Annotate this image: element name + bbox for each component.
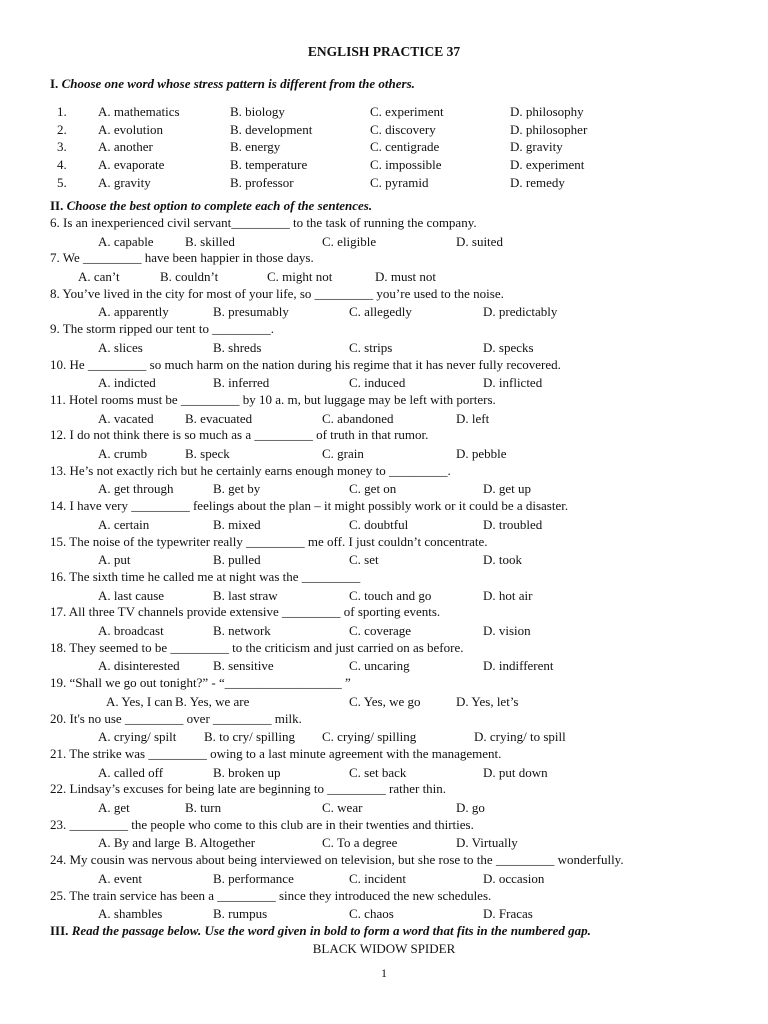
option-c: C. crying/ spilling (322, 729, 417, 745)
option-d: D. remedy (510, 174, 565, 190)
option-c: C. might not (267, 269, 333, 284)
question-stem: 9. The storm ripped our tent to _________. (50, 321, 274, 337)
option-b: B. temperature (230, 157, 308, 173)
option-d: D. hot air (483, 587, 533, 603)
section-1-heading (50, 76, 415, 92)
question-options (0, 764, 768, 781)
section-2-instruction: Choose the best option to complete each of the sentences. (66, 198, 373, 213)
option-b: B. shreds (213, 339, 262, 355)
option-b: B. rumpus (213, 906, 268, 922)
option-c: C. uncaring (349, 658, 410, 674)
option-d: D. gravity (510, 139, 563, 155)
option-a: A. get (98, 800, 130, 815)
page-number: 1 (381, 966, 387, 980)
question-stem: 16. The sixth time he called me at night was the _________ (50, 569, 361, 584)
option-c: C. centigrade (370, 139, 440, 155)
stress-item (0, 121, 768, 138)
option-a: A. disinterested (98, 658, 180, 674)
section-1-number: I. (50, 76, 59, 91)
option-b: B. mixed (213, 516, 261, 532)
option-b: B. Yes, we are (175, 693, 250, 709)
option-a: A. certain (98, 516, 150, 532)
option-b: B. sensitive (213, 658, 274, 674)
question-options (0, 728, 768, 745)
option-a: A. gravity (98, 174, 151, 190)
option-a: A. evolution (98, 121, 163, 137)
option-d: D. philosophy (510, 104, 584, 119)
option-d: D. philosopher (510, 121, 588, 137)
option-d: D. experiment (510, 157, 585, 173)
question-options (0, 410, 768, 427)
question-options (0, 516, 768, 533)
option-b: B. development (230, 121, 313, 137)
option-c: C. set back (349, 764, 407, 780)
option-a: A. crumb (98, 446, 148, 461)
page-title: ENGLISH PRACTICE 37 (307, 44, 461, 59)
question-options (0, 268, 768, 285)
section-2-heading (50, 198, 372, 214)
option-b: B. presumably (213, 304, 289, 320)
question-stem: 6. Is an inexperienced civil servant_________ to the task of running the company. (50, 215, 477, 230)
question-options (0, 374, 768, 391)
option-c: C. doubtful (349, 516, 409, 532)
option-b: B. last straw (213, 587, 278, 603)
stress-item (0, 156, 768, 173)
question-stem: 25. The train service has been a _________ since they introduced the new schedules. (50, 887, 492, 903)
option-a: A. vacated (98, 410, 154, 426)
option-b: B. skilled (185, 233, 235, 249)
option-c: C. wear (322, 800, 363, 815)
item-number: 3. (57, 139, 67, 155)
option-d: D. Virtually (456, 835, 518, 851)
option-d: D. suited (456, 233, 503, 249)
section-1-instruction: Choose one word whose stress pattern is different from the others. (61, 76, 415, 91)
question-options (0, 870, 768, 887)
section-2-number: II. (50, 198, 64, 213)
option-c: C. strips (349, 339, 393, 355)
option-a: A. get through (98, 481, 174, 497)
option-d: D. indifferent (483, 658, 554, 674)
option-a: A. called off (98, 764, 164, 780)
option-b: B. performance (213, 870, 294, 886)
option-b: B. evacuated (185, 410, 253, 426)
question-options (0, 339, 768, 356)
question-stem: 15. The noise of the typewriter really _________ me off. I just couldn’t concentrate. (50, 533, 488, 549)
item-number: 1. (57, 104, 67, 119)
question-options (0, 834, 768, 851)
option-d: D. put down (483, 764, 548, 780)
option-b: B. turn (185, 800, 222, 815)
option-b: B. get by (213, 481, 261, 497)
question-stem: 21. The strike was _________ owing to a last minute agreement with the management. (50, 746, 502, 761)
option-d: D. get up (483, 481, 532, 497)
option-d: D. inflicted (483, 375, 543, 391)
stress-item (0, 103, 768, 120)
question-options (0, 657, 768, 674)
option-b: B. speck (185, 446, 230, 461)
question-options (0, 622, 768, 639)
option-c: C. allegedly (349, 304, 412, 320)
question-stem: 7. We _________ have been happier in those days. (50, 250, 314, 266)
option-d: D. pebble (456, 446, 507, 461)
option-a: A. put (98, 552, 131, 568)
option-a: A. By and large (98, 835, 181, 851)
question-options (0, 587, 768, 604)
item-number: 5. (57, 174, 67, 190)
option-c: C. impossible (370, 157, 442, 173)
option-a: A. broadcast (98, 623, 164, 638)
option-d: D. Fracas (483, 906, 533, 922)
option-d: D. crying/ to spill (474, 729, 566, 745)
option-c: C. touch and go (349, 587, 432, 603)
question-options (0, 551, 768, 568)
stress-item (0, 138, 768, 155)
option-d: D. must not (375, 269, 437, 284)
option-b: B. professor (230, 174, 294, 190)
option-c: C. eligible (322, 233, 377, 249)
question-stem: 12. I do not think there is so much as a _________ of truth in that rumor. (50, 427, 429, 443)
option-d: D. left (456, 410, 490, 426)
section-3-heading (50, 923, 591, 939)
option-d: D. predictably (483, 304, 558, 320)
option-b: B. inferred (213, 375, 270, 391)
option-a: A. another (98, 139, 153, 155)
option-d: D. go (456, 800, 485, 815)
option-c: C. abandoned (322, 410, 394, 426)
passage-title: BLACK WIDOW SPIDER (312, 941, 456, 956)
option-c: C. induced (349, 375, 406, 391)
question-options (0, 303, 768, 320)
option-a: A. can’t (78, 269, 120, 284)
option-a: A. last cause (98, 587, 165, 603)
question-stem: 19. “Shall we go out tonight?” - “__________________ ” (50, 675, 351, 691)
question-stem: 23. _________ the people who come to this club are in their twenties and thirties. (50, 816, 474, 832)
option-c: C. grain (322, 446, 364, 461)
option-b: B. to cry/ spilling (204, 729, 295, 745)
option-d: D. occasion (483, 870, 545, 886)
option-b: B. broken up (213, 764, 281, 780)
option-d: D. vision (483, 623, 531, 638)
option-d: D. specks (483, 339, 534, 355)
question-stem: 17. All three TV channels provide extensive _________ of sporting events. (50, 604, 441, 620)
option-c: C. incident (349, 870, 407, 886)
option-d: D. Yes, let’s (456, 693, 519, 709)
question-stem: 10. He _________ so much harm on the nation during his regime that it has never fully recovered. (50, 356, 561, 372)
option-b: B. pulled (213, 552, 261, 568)
option-c: C. chaos (349, 906, 394, 922)
option-b: B. Altogether (185, 835, 256, 851)
question-options (0, 799, 768, 816)
option-c: C. To a degree (322, 835, 398, 851)
section-3-instruction: Read the passage below. Use the word given in bold to form a word that fits in the numbered gap. (71, 923, 591, 938)
question-stem: 13. He’s not exactly rich but he certainly earns enough money to _________. (50, 462, 451, 478)
section-3-number: III. (50, 923, 69, 938)
option-a: A. Yes, I can (106, 693, 173, 709)
option-c: C. pyramid (370, 174, 429, 190)
question-stem: 24. My cousin was nervous about being interviewed on television, but she rose to the _________ wonderfully. (50, 852, 624, 868)
option-c: C. coverage (349, 623, 412, 638)
option-b: B. couldn’t (160, 269, 219, 284)
question-stem: 18. They seemed to be _________ to the criticism and just carried on as before. (50, 639, 464, 655)
option-b: B. network (213, 623, 271, 638)
question-stem: 20. It's no use _________ over _________ milk. (50, 710, 302, 726)
question-options (0, 905, 768, 922)
option-a: A. shambles (98, 906, 163, 922)
option-a: A. evaporate (98, 157, 165, 173)
question-options (0, 480, 768, 497)
option-a: A. slices (98, 339, 143, 355)
option-c: C. set (349, 552, 379, 568)
question-options (0, 233, 768, 250)
option-a: A. crying/ spilt (98, 729, 177, 745)
option-a: A. indicted (98, 375, 156, 391)
option-c: C. Yes, we go (349, 693, 421, 709)
stress-item (0, 174, 768, 191)
option-d: D. took (483, 552, 522, 568)
option-c: C. discovery (370, 121, 436, 137)
item-number: 4. (57, 157, 67, 173)
question-stem: 8. You’ve lived in the city for most of your life, so _________ you’re used to the noise. (50, 285, 504, 301)
question-stem: 11. Hotel rooms must be _________ by 10 a. m, but luggage may be left with porters. (50, 392, 496, 407)
question-options (0, 445, 768, 462)
question-options (0, 693, 768, 710)
item-number: 2. (57, 121, 67, 137)
option-a: A. apparently (98, 304, 169, 320)
question-stem: 14. I have very _________ feelings about the plan – it might possibly work or it could be a disaster. (50, 498, 569, 514)
option-c: C. experiment (370, 104, 444, 119)
question-stem: 22. Lindsay’s excuses for being late are beginning to _________ rather thin. (50, 781, 447, 797)
option-a: A. event (98, 870, 143, 886)
option-a: A. capable (98, 233, 154, 249)
option-a: A. mathematics (98, 104, 180, 119)
option-c: C. get on (349, 481, 397, 497)
option-b: B. energy (230, 139, 281, 155)
option-d: D. troubled (483, 516, 543, 532)
option-b: B. biology (230, 104, 285, 119)
